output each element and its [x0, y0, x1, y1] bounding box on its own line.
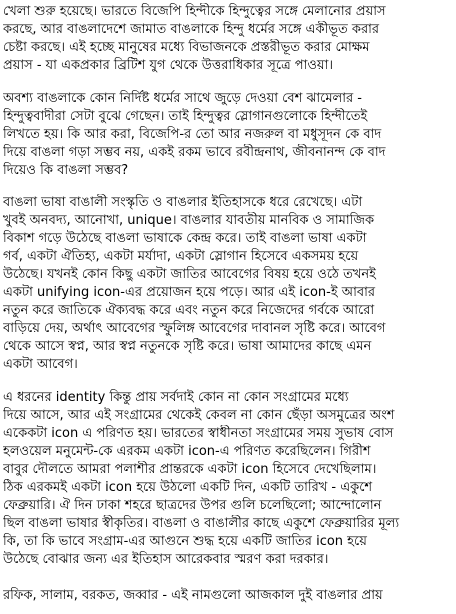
text-line: ঠিক এরকমই একটা icon হয়ে উঠলো একটি দিন, একটি তারিখ - একুশে: [3, 480, 373, 495]
text-line: থেকে আসে স্বপ্ন, আর স্বপ্ন নতুনকে সৃষ্টি করে। ভাষা আমাদের কাছে এমন: [3, 339, 372, 354]
text-line: নতুন করে জাতিকে ঐক্যবদ্ধ করে এবং নতুন করে নিজেদের গর্বকে আরো: [3, 303, 375, 318]
text-line: চেষ্টা করছে। এই হচ্ছে মানুষের মধ্যে বিভাজনকে প্রস্তরীভূত করার মোক্ষম: [3, 40, 370, 55]
text-line: উঠেছে বোঝার জন্য এর ইতিহাস আরেকবার স্মরণ করা দরকার।: [3, 552, 329, 567]
text-line: ফেব্রুয়ারি। ঐ দিন ঢাকা শহরে ছাত্রদের উপর গুলি চলেছিলো; আন্দোলোন: [3, 498, 382, 513]
text-line: অবশ্য বাঙলাকে কোন নির্দিষ্ট ধর্মের সাথে জুড়ে দেওয়া বেশ ঝামেলার -: [3, 91, 362, 106]
text-line: প্রয়াস - যা একপ্রকার ব্রিটিশ যুগ থেকে উত্তরাধিকার সূত্রে পাওয়া।: [3, 58, 334, 73]
text-line: এ ধরনের identity কিন্তু প্রায় সর্বদাই কোন না কোন সংগ্রামের মধ্যে: [3, 390, 349, 405]
text-line: রফিক, সালাম, বরকত, জব্বার - এই নামগুলো আজকাল দুই বাঙলার প্রায়: [3, 588, 383, 603]
text-line: বাড়িয়ে দেয়, অর্থাৎ আবেগের স্ফুলিঙ্গ আবেগের দাবানল সৃষ্টি করে। আবেগ: [3, 321, 386, 336]
text-line: বাঙলা ভাষা বাঙালী সংস্কৃতি ও বাঙলার ইতিহাসকে ধরে রেখেছে। এটা: [3, 195, 363, 210]
text-line: দিয়েও কি বাঙলা সম্ভব?: [3, 163, 129, 178]
text-line: দিয়ে বাঙলা গড়া সম্ভব নয়, একই রকম ভাবে রবীন্দ্রনাথ, জীবনানন্দ কে বাদ: [3, 145, 386, 160]
text-line: হিন্দুত্ববাদীরা সেটা বুঝে গেছেন। তাই হিন্দুত্বর স্লোগানগুলোকে হিন্দীতেই: [3, 109, 368, 124]
text-line: উঠেছে। যখনই কোন কিছু একটা জাতির আবেগের বিষয় হয়ে ওঠে তখনই: [3, 267, 376, 282]
text-line: খুবই অনবদ্য, আনোখা, unique। বাঙলার যাবতীয় মানবিক ও সামাজিক: [3, 213, 375, 228]
text-line: একেকটা icon এ পরিণত হয়। ভারতের স্বাধীনতা সংগ্রামের সময় সুভাষ বোস: [3, 426, 394, 441]
text-line: খেলা শুরু হয়েছে। ভারতে বিজেপি হিন্দীকে হিন্দুত্বের সঙ্গে মেলানোর প্রয়াস: [3, 4, 386, 19]
text-line: করছে, আর বাঙলাদেশে জামাত বাঙলাকে হিন্দু ধর্মের সঙ্গে একীভূত করার: [3, 22, 380, 37]
text-line: ছিল বাঙলা ভাষার স্বীকৃতির। বাঙলা ও বাঙালীর কাছে একুশে ফেব্রুয়ারির মূল্য: [3, 516, 400, 531]
text-line: হলওয়েল মনুমেন্ট-কে এরকম একটা icon-এ পরিণত করেছিলেন। গিরীশ: [3, 444, 371, 459]
text-line: বিকাশ গড়ে উঠেছে বাঙলা ভাষাকে কেন্দ্র করে। তাই বাঙলা ভাষা একটা: [3, 231, 367, 246]
text-line: গর্ব, একটা ঐতিহ্য, একটা মর্যাদা, একটা স্লোগান হিসেবে একসময় হয়ে: [3, 249, 359, 264]
text-line: লিখতে হয়। কি আর করা, বিজেপি-র তো আর নজরুল বা মধুসূদন কে বাদ: [3, 127, 382, 142]
text-line: কি, তা কি ভাবে সংগ্রাম-এর আগুনে শুদ্ধ হয়ে একটি জাতির icon হয়ে: [3, 534, 367, 549]
text-line: একটা unifying icon-এর প্রয়োজন হয়ে পড়ে। আর এই icon-ই আবার: [3, 285, 376, 300]
text-line: বাবুর দৌলতে আমরা পলাশীর প্রান্তরকে একটা icon হিসেবে দেখেছিলাম।: [3, 462, 377, 477]
text-line: দিয়ে আসে, আর এই সংগ্রামের থেকেই কেবল না কোন ছেঁড়া অসমুত্রের অংশ: [3, 408, 395, 423]
text-line: একটা আবেগ।: [3, 357, 78, 372]
